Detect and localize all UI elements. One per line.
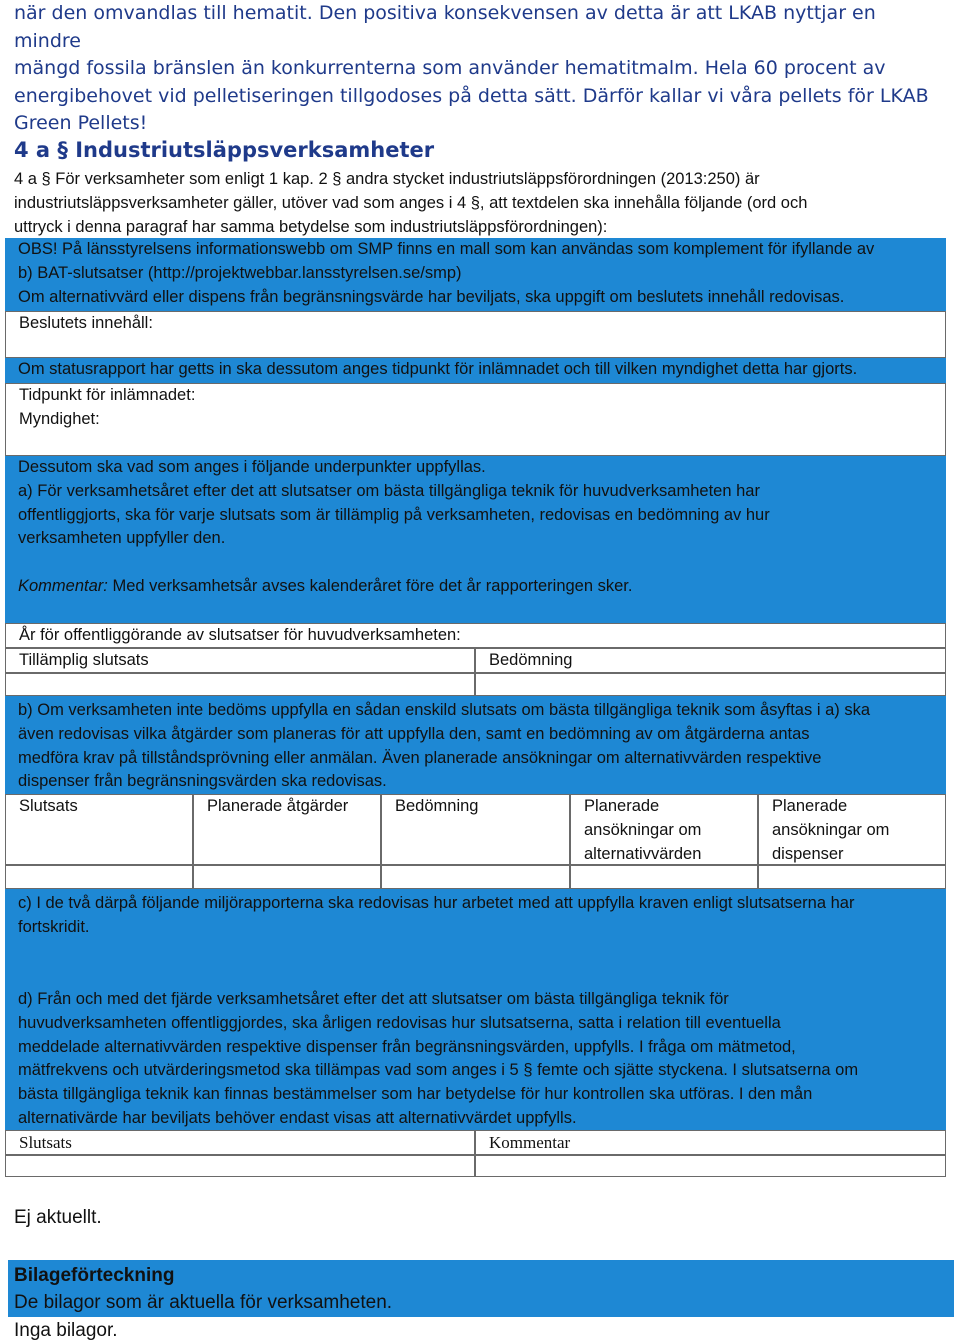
section-description: 4 a § För verksamheter som enligt 1 kap. 2 § andra stycket industriutsläppsförordningen (2013:250) är industriutsläppsverksamheter gäller, utöver vad som anges i 4 §, att textdelen ska innehålla följande (ord och uttryck i denna paragraf har samma betydelse som industriutsläppsförordningen): — [14, 170, 808, 236]
dispens-label: Beslutets innehåll: — [19, 314, 153, 332]
header-slutsats-d: Slutsats — [5, 1130, 475, 1155]
input-kommentar-d[interactable] — [475, 1155, 946, 1177]
year-label: År för offentliggörande av slutsatser för huvudverksamheten: — [19, 626, 461, 644]
status-question: Om statusrapport har getts in ska dessutom anges tidpunkt för inlämnadet och till vilken myndighet detta har gjorts. — [5, 358, 946, 383]
input-bedomning-b[interactable] — [381, 865, 570, 889]
status-authority-label: Myndighet: — [19, 409, 100, 428]
part-b-block: b) Om verksamheten inte bedöms uppfylla en sådan enskild slutsats om bästa tillgängliga teknik som åsyftas i a) ska även redovisas vilka åtgärder som planeras för att uppfylla den, samt en bedömning av om åtgärderna antas medföra krav på tillståndsprövning eller anmälan. Även planerade ansökningar om alternativvärden respektive dispenser från begränsningsvärden ska redovisas. — [5, 696, 946, 794]
header-bedomning-b: Bedömning — [381, 794, 570, 865]
input-ansokningar-alternativvarden[interactable] — [570, 865, 758, 889]
part-a-comment: Kommentar: Med verksamhetsår avses kalenderåret före det år rapporteringen sker. — [18, 576, 633, 595]
not-applicable-note: Ej aktuellt. — [14, 1207, 102, 1228]
section-heading: 4 a § Industriutsläppsverksamheter — [14, 138, 435, 162]
intro-line: när den omvandlas till hematit. Den positiva konsekvensen av detta är att LKAB nyttjar en mindre — [14, 2, 876, 52]
obs-note: OBS! På länsstyrelsens informationswebb om SMP finns en mall som kan användas som komplement för ifyllande av b) BAT-slutsatser (http://projektwebbar.lansstyrelsen.se/smp) — [5, 238, 946, 286]
attachments-subtitle: De bilagor som är aktuella för verksamheten. — [14, 1292, 393, 1313]
header-ansokningar-dispenser: Planerade ansökningar om dispenser — [758, 794, 946, 865]
intro-line: energibehovet vid pelletiseringen tillgodoses på detta sätt. Därför kallar vi våra pellets för LKAB — [14, 84, 929, 107]
status-time-label: Tidpunkt för inlämnadet: — [19, 386, 196, 404]
input-bedomning[interactable] — [475, 673, 946, 696]
input-ansokningar-dispenser[interactable] — [758, 865, 946, 889]
header-ansokningar-alternativvarden: Planerade ansökningar om alternativvärden — [570, 794, 758, 865]
part-a-block: Dessutom ska vad som anges i följande underpunkter uppfyllas. a) För verksamhetsåret efter det att slutsatser om bästa tillgängliga teknik för huvudverksamheten har offentliggjorts, ska för varje slutsats som är tillämplig på verksamheten, redovisas en bedömning av hur verksamheten uppfyller den. Kommentar: Med verksamhetsår avses kalenderåret före det år rapporteringen sker. — [5, 456, 946, 623]
input-slutsats-d[interactable] — [5, 1155, 475, 1177]
header-bedomning: Bedömning — [475, 648, 946, 673]
intro-line: mängd fossila bränslen än konkurrenterna som använder hematitmalm. Hela 60 procent av — [14, 57, 886, 79]
header-slutsats: Slutsats — [5, 794, 193, 865]
dispens-field[interactable] — [5, 311, 946, 358]
intro-paragraph — [14, 0, 944, 138]
header-kommentar-d: Kommentar — [475, 1130, 946, 1155]
input-slutsats[interactable] — [5, 865, 193, 889]
header-tillamplig-slutsats: Tillämplig slutsats — [5, 648, 475, 673]
attachments-block — [8, 1260, 954, 1317]
attachments-title: Bilageförteckning — [14, 1265, 175, 1286]
header-planerade-atgarder: Planerade åtgärder — [193, 794, 381, 865]
input-tillamplig-slutsats[interactable] — [5, 673, 475, 696]
input-planerade-atgarder[interactable] — [193, 865, 381, 889]
part-d-block: d) Från och med det fjärde verksamhetsåret efter det att slutsatser om bästa tillgängliga teknik för huvudverksamheten offentliggjordes, ska årligen redovisas hur slutsatserna, satta i relation till eventuella meddelade alternativvärden respektive dispenser från begränsningsvärden, uppfylls. I fråga om mätmetod, mätfrekvens och utvärderingsmetod ska tillämpas vad som anges i 5 § femte och sjätte styckena. I slutsatserna om bästa tillgängliga teknik kan finnas bestämmelser som har betydelse för hur kontrollen ska utföras. I den mån alternativärde har beviljats behöver endast visas att alternativvärdet uppfylls. — [5, 985, 946, 1130]
status-field[interactable] — [5, 383, 946, 456]
intro-line: Green Pellets! — [14, 112, 148, 134]
year-field[interactable] — [5, 623, 946, 648]
dispens-question: Om alternativvärd eller dispens från begränsningsvärde har beviljats, ska uppgift om beslutets innehåll redovisas. — [5, 286, 946, 311]
attachments-value[interactable]: Inga bilagor. — [14, 1317, 118, 1344]
part-c-block: c) I de två därpå följande miljörapporterna ska redovisas hur arbetet med att uppfylla kraven enligt slutsatserna har fortskridit. — [5, 889, 946, 985]
